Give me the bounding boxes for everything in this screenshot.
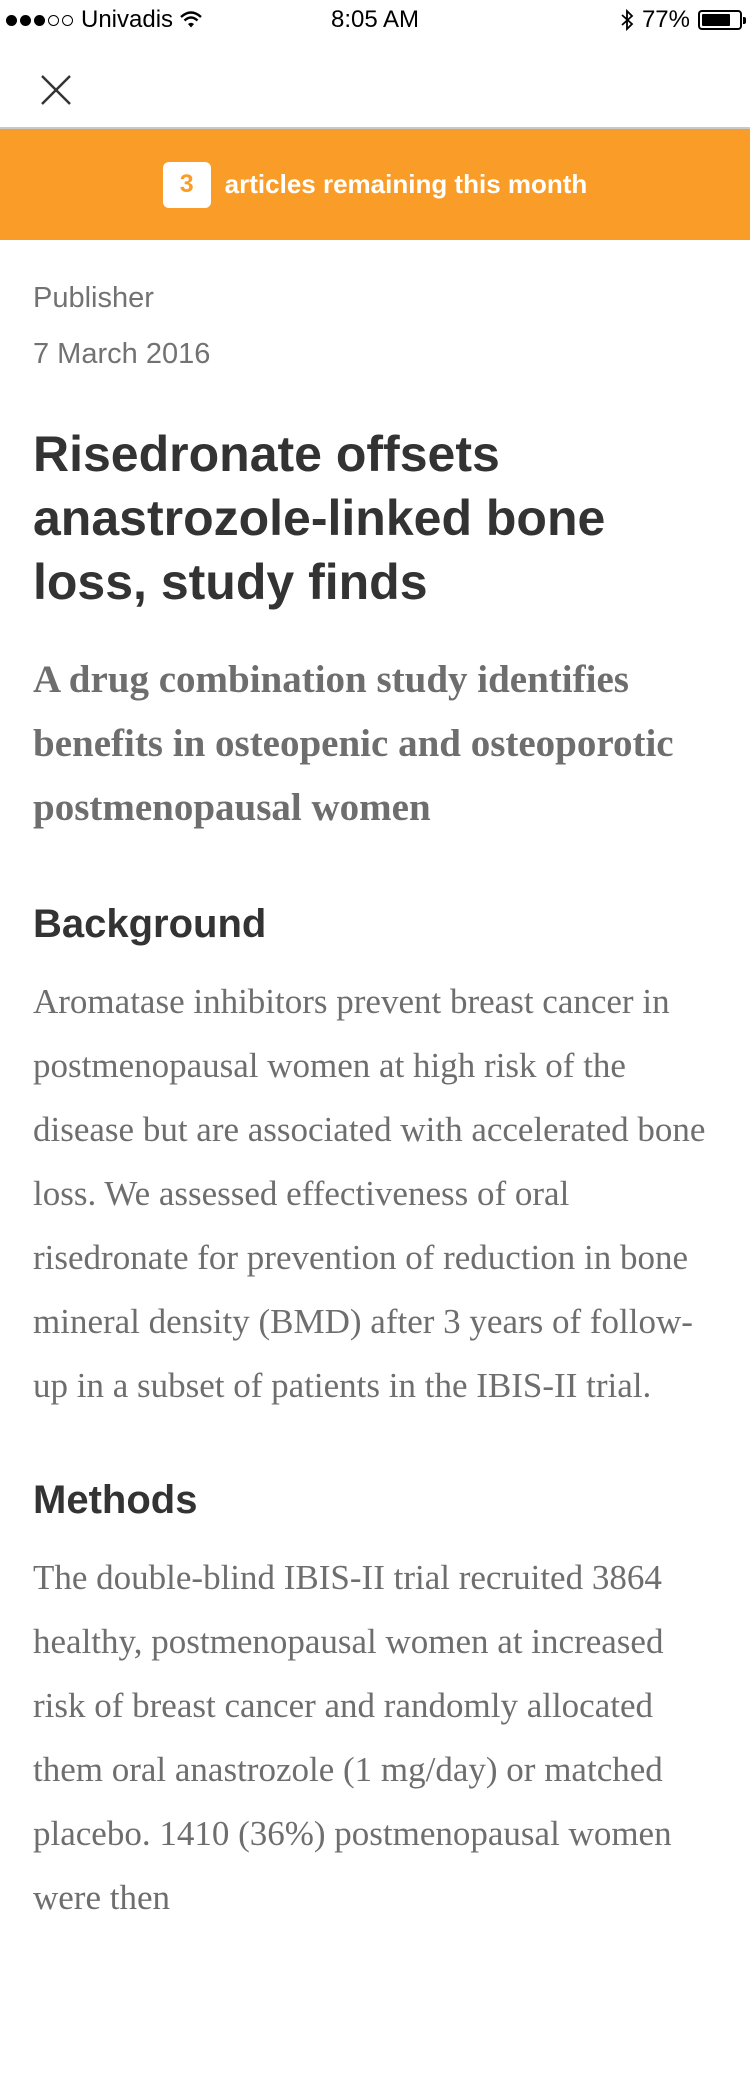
bluetooth-icon (620, 8, 634, 32)
article-title: Risedronate offsets anastrozole-linked bone loss, study finds (33, 426, 606, 610)
battery-icon (698, 10, 742, 30)
section-body-background: Aromatase inhibitors prevent breast cancer in postmenopausal women at high risk of the disease but are associated with accelerated bone loss. We assessed effectiveness of oral risedronate for prevention of reduction in bone mineral density (BMD) after 3 years of follow-up in a subset of patients in the IBIS-II trial. (33, 982, 706, 1405)
section-heading-background: Background (33, 902, 267, 946)
articles-remaining-count: 3 (163, 162, 211, 208)
article-standfirst: A drug combination study identifies benefits in osteopenic and osteoporotic postmenopausal women (33, 658, 674, 829)
battery-percent: 77% (641, 6, 690, 33)
status-right (620, 6, 742, 34)
battery-tip (743, 17, 746, 24)
publisher-label: Publisher (33, 282, 154, 314)
section-heading-methods: Methods (33, 1478, 198, 1522)
section-body-methods: The double-blind IBIS-II trial recruited 3864 healthy, postmenopausal women at increased risk of breast cancer and randomly allocated them oral anastrozole (1 mg/day) or matched placebo. 1410 (36%) postmenopausal women were then (33, 1558, 672, 1917)
publish-date: 7 March 2016 (33, 338, 211, 370)
navigation-bar (0, 40, 750, 129)
carrier-name: Univadis (81, 6, 174, 33)
battery-level-fill (702, 14, 730, 26)
close-button[interactable] (36, 70, 76, 110)
status-bar (0, 0, 750, 40)
article (33, 270, 723, 1930)
articles-remaining-text: articles remaining this month (224, 169, 588, 199)
clock: 8:05 AM (330, 6, 420, 33)
metering-banner[interactable] (0, 129, 750, 240)
close-icon (36, 70, 76, 110)
